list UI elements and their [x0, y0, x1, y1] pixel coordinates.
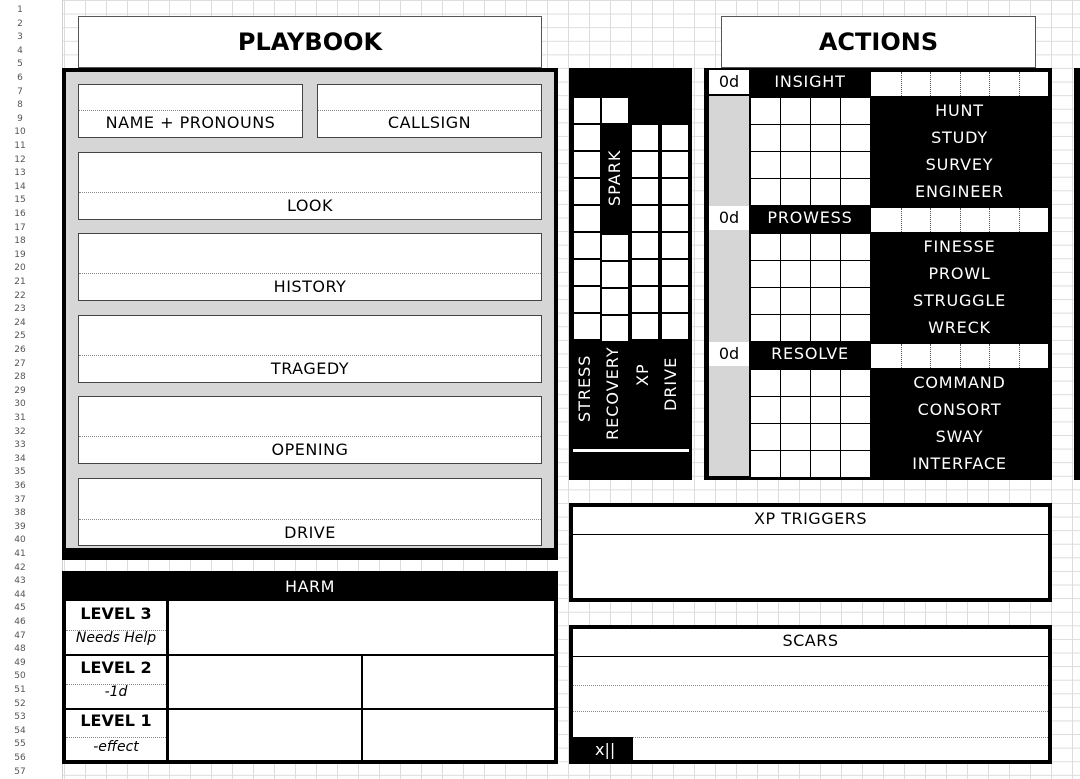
row-number: 54 [14, 725, 26, 736]
action-dot[interactable] [841, 125, 870, 151]
action-dot[interactable] [751, 397, 780, 423]
scars-line [573, 685, 1048, 686]
attribute-name-insight: INSIGHT [774, 72, 846, 91]
harm-divider [66, 684, 166, 685]
xp-tick [901, 344, 902, 368]
harm-level-2-slot-b[interactable] [363, 656, 554, 708]
tragedy-label: TRAGEDY [270, 359, 350, 378]
opening-label: OPENING [271, 440, 349, 459]
row-number: 34 [14, 453, 26, 464]
action-dot[interactable] [841, 451, 870, 477]
actions-gutter [709, 96, 749, 476]
row-number: 15 [14, 195, 26, 206]
row-number: 29 [14, 385, 26, 396]
row-number: 48 [14, 644, 26, 655]
look-field[interactable] [78, 152, 542, 220]
action-dot[interactable] [751, 98, 780, 124]
xp-triggers-panel [569, 503, 1052, 602]
action-dot[interactable] [811, 451, 840, 477]
row-number: 56 [14, 753, 26, 763]
xp-tick [930, 344, 931, 368]
row-number: 39 [14, 521, 26, 532]
scars-title: SCARS [782, 631, 839, 650]
row-number: 51 [14, 685, 26, 695]
stress-box[interactable] [573, 178, 601, 205]
attribute-xp-track[interactable] [871, 344, 1048, 368]
scars-line [573, 711, 1048, 712]
action-dot[interactable] [841, 234, 870, 260]
drive-label: DRIVE [284, 523, 336, 542]
action-struggle: STRUGGLE [913, 291, 1006, 310]
row-number: 12 [14, 154, 26, 165]
row-number: 2 [17, 18, 23, 29]
row-number: 45 [14, 603, 26, 614]
harm-level-3-label [66, 601, 166, 654]
row-number: 1 [17, 5, 23, 15]
row-number: 49 [14, 657, 26, 668]
harm-level-1-label [66, 710, 166, 760]
harm-title: HARM [285, 577, 335, 596]
stress-box[interactable] [573, 232, 601, 259]
action-dot[interactable] [751, 370, 780, 396]
action-dot[interactable] [841, 261, 870, 287]
drive-track-label: DRIVE [661, 356, 680, 412]
xp-tick [960, 72, 961, 96]
action-dot[interactable] [751, 288, 780, 314]
xp-box[interactable] [631, 124, 659, 151]
row-number: 27 [14, 358, 26, 369]
action-prowl: PROWL [928, 264, 991, 283]
action-dot[interactable] [811, 98, 840, 124]
actions-title: ACTIONS [721, 16, 1036, 68]
row-number: 50 [14, 671, 26, 682]
xp-tick [989, 208, 990, 232]
tragedy-field[interactable] [78, 315, 542, 383]
action-sway: SWAY [935, 427, 984, 446]
action-dot[interactable] [781, 261, 810, 287]
harm-level-1-slot-b[interactable] [363, 710, 554, 760]
action-dot[interactable] [841, 98, 870, 124]
action-dot[interactable] [781, 234, 810, 260]
row-number: 14 [14, 181, 26, 192]
row-number: 6 [17, 73, 23, 83]
spark-label: SPARK [605, 149, 624, 207]
spark-bar [601, 124, 632, 234]
action-dot[interactable] [781, 315, 810, 341]
recovery-box[interactable] [601, 315, 629, 342]
action-dot[interactable] [781, 152, 810, 178]
row-number: 4 [17, 45, 23, 56]
drive-box[interactable] [661, 205, 689, 232]
row-number: 25 [14, 331, 26, 342]
row-number: 28 [14, 372, 26, 383]
drive-box[interactable] [661, 313, 689, 340]
action-dot[interactable] [811, 234, 840, 260]
xp-tick [930, 72, 931, 96]
row-number: 9 [17, 113, 23, 124]
xp-box[interactable] [631, 286, 659, 313]
action-dot[interactable] [841, 397, 870, 423]
harm-level-3-text: LEVEL 3 [80, 604, 152, 623]
action-dot[interactable] [811, 125, 840, 151]
xp-tick [901, 72, 902, 96]
action-dot[interactable] [811, 261, 840, 287]
recovery-label: RECOVERY [603, 346, 622, 440]
drive-box[interactable] [661, 232, 689, 259]
action-dot[interactable] [811, 288, 840, 314]
row-number: 7 [17, 86, 23, 97]
action-dot[interactable] [781, 424, 810, 450]
row-number: 57 [14, 766, 26, 777]
stress-box[interactable] [573, 259, 601, 286]
action-dot[interactable] [751, 451, 780, 477]
action-dot[interactable] [841, 152, 870, 178]
attribute-name-resolve: RESOLVE [771, 344, 849, 363]
drive-box[interactable] [661, 259, 689, 286]
row-number: 26 [14, 345, 26, 355]
xp-box[interactable] [631, 151, 659, 178]
xp-box[interactable] [631, 259, 659, 286]
action-finesse: FINESSE [923, 237, 996, 256]
drive-box[interactable] [661, 151, 689, 178]
callsign-field[interactable] [317, 84, 542, 138]
row-number: 30 [14, 399, 26, 410]
action-dot[interactable] [841, 179, 870, 205]
harm-level-2-text: LEVEL 2 [80, 658, 152, 677]
attribute-rating[interactable]: 0d [709, 70, 749, 94]
xp-triggers-rule [573, 534, 1048, 535]
name-field[interactable] [78, 84, 303, 138]
action-dot[interactable] [751, 234, 780, 260]
row-number: 16 [14, 209, 26, 219]
row-number: 24 [14, 317, 26, 328]
stress-box[interactable] [573, 286, 601, 313]
action-engineer: ENGINEER [915, 182, 1004, 201]
row-number: 47 [14, 630, 26, 641]
harm-level-1-effect: -effect [93, 739, 139, 755]
drive-field[interactable] [78, 478, 542, 546]
next-panel-edge [1074, 68, 1080, 480]
harm-level-3-effect: Needs Help [75, 630, 157, 646]
action-dot[interactable] [781, 370, 810, 396]
action-dot[interactable] [781, 397, 810, 423]
row-number: 44 [14, 589, 26, 600]
row-number: 11 [14, 141, 26, 151]
action-dot[interactable] [751, 125, 780, 151]
row-number: 46 [14, 617, 26, 627]
look-label: LOOK [286, 196, 334, 215]
scars-panel [569, 625, 1052, 764]
action-dot[interactable] [811, 152, 840, 178]
action-dot[interactable] [811, 315, 840, 341]
recovery-box[interactable] [601, 97, 629, 124]
action-dot[interactable] [811, 179, 840, 205]
row-number: 31 [14, 413, 26, 423]
harm-level-2-slot-a[interactable] [169, 656, 361, 708]
xp-tick [1019, 344, 1020, 368]
history-field[interactable] [78, 233, 542, 301]
row-number: 41 [14, 549, 26, 559]
callsign-label: CALLSIGN [387, 113, 472, 132]
xp-tick [989, 72, 990, 96]
action-survey: SURVEY [925, 155, 994, 174]
attribute-xp-track[interactable] [871, 208, 1048, 232]
recovery-box[interactable] [601, 288, 629, 315]
xp-tick [1019, 208, 1020, 232]
attribute-rating[interactable]: 0d [709, 342, 749, 366]
row-number: 35 [14, 467, 26, 478]
row-number: 5 [17, 59, 23, 70]
row-number: 42 [14, 562, 26, 573]
stress-box[interactable] [573, 124, 601, 151]
drive-box[interactable] [661, 124, 689, 151]
action-dot[interactable] [841, 315, 870, 341]
row-number: 22 [14, 290, 26, 301]
drive-box[interactable] [661, 178, 689, 205]
action-dot[interactable] [751, 179, 780, 205]
xp-box[interactable] [631, 205, 659, 232]
action-dot[interactable] [751, 424, 780, 450]
action-dot[interactable] [781, 288, 810, 314]
action-dot[interactable] [841, 424, 870, 450]
row-number: 55 [14, 739, 26, 750]
action-dot[interactable] [811, 370, 840, 396]
row-number: 20 [14, 263, 26, 274]
xp-tick [989, 344, 990, 368]
row-number: 40 [14, 535, 26, 546]
action-interface: INTERFACE [912, 454, 1007, 473]
xp-tick [901, 208, 902, 232]
action-dot[interactable] [811, 397, 840, 423]
action-dot[interactable] [841, 370, 870, 396]
row-number: 33 [14, 440, 26, 451]
action-dot[interactable] [781, 179, 810, 205]
row-number-column [0, 0, 63, 779]
xp-box[interactable] [631, 178, 659, 205]
scars-marker: x|| [573, 737, 633, 762]
stress-box[interactable] [573, 205, 601, 232]
attribute-name-prowess: PROWESS [767, 208, 853, 227]
row-number: 36 [14, 481, 26, 491]
recovery-box[interactable] [601, 234, 629, 261]
row-number: 37 [14, 494, 26, 505]
row-number: 13 [14, 168, 26, 179]
harm-divider [66, 737, 166, 738]
row-number: 3 [17, 32, 23, 43]
row-number: 43 [14, 576, 26, 587]
name-label: NAME + PRONOUNS [105, 113, 276, 132]
playbook-panel-footer [62, 548, 558, 560]
scars-rule [573, 656, 1048, 657]
action-study: STUDY [931, 128, 988, 147]
xp-tick [960, 208, 961, 232]
playbook-title: PLAYBOOK [78, 16, 542, 68]
harm-level-1-slot-a[interactable] [169, 710, 361, 760]
attribute-xp-track[interactable] [871, 72, 1048, 96]
action-dot[interactable] [751, 315, 780, 341]
harm-level-1-text: LEVEL 1 [80, 711, 152, 730]
scars-line [573, 737, 1048, 738]
action-dot[interactable] [751, 261, 780, 287]
row-number: 53 [14, 712, 26, 723]
xp-triggers-title: XP TRIGGERS [754, 509, 867, 528]
action-dot[interactable] [841, 288, 870, 314]
attribute-rating[interactable]: 0d [709, 206, 749, 230]
drive-box[interactable] [661, 286, 689, 313]
stress-label: STRESS [575, 354, 594, 422]
row-number: 18 [14, 236, 26, 247]
row-number: 17 [14, 222, 26, 233]
xp-label: XP [633, 363, 652, 387]
tracker-underline [573, 449, 689, 452]
row-number: 38 [14, 508, 26, 519]
harm-divider [66, 630, 166, 631]
row-number: 32 [14, 426, 26, 437]
stress-box[interactable] [573, 97, 601, 124]
row-number: 23 [14, 304, 26, 315]
harm-level-2-effect: -1d [104, 684, 128, 700]
xp-tick [930, 208, 931, 232]
row-number: 19 [14, 249, 26, 260]
xp-tick [1019, 72, 1020, 96]
xp-box[interactable] [631, 313, 659, 340]
action-dot[interactable] [811, 424, 840, 450]
action-dot[interactable] [781, 451, 810, 477]
row-number: 21 [14, 277, 26, 287]
drive-cap [662, 231, 689, 233]
xp-box[interactable] [631, 232, 659, 259]
recovery-box[interactable] [601, 261, 629, 288]
action-hunt: HUNT [935, 101, 984, 120]
action-consort: CONSORT [917, 400, 1002, 419]
stress-box[interactable] [573, 151, 601, 178]
row-number: 52 [14, 698, 26, 709]
action-dot[interactable] [751, 152, 780, 178]
stress-box[interactable] [573, 313, 601, 340]
harm-level-2-label [66, 656, 166, 708]
row-number: 10 [14, 127, 26, 138]
action-wreck: WRECK [928, 318, 991, 337]
xp-tick [960, 344, 961, 368]
row-number: 8 [17, 100, 23, 111]
history-label: HISTORY [273, 277, 347, 296]
opening-field[interactable] [78, 396, 542, 464]
harm-level-3-slot[interactable] [169, 601, 554, 654]
action-command: COMMAND [913, 373, 1006, 392]
action-dot[interactable] [781, 125, 810, 151]
action-dot[interactable] [781, 98, 810, 124]
